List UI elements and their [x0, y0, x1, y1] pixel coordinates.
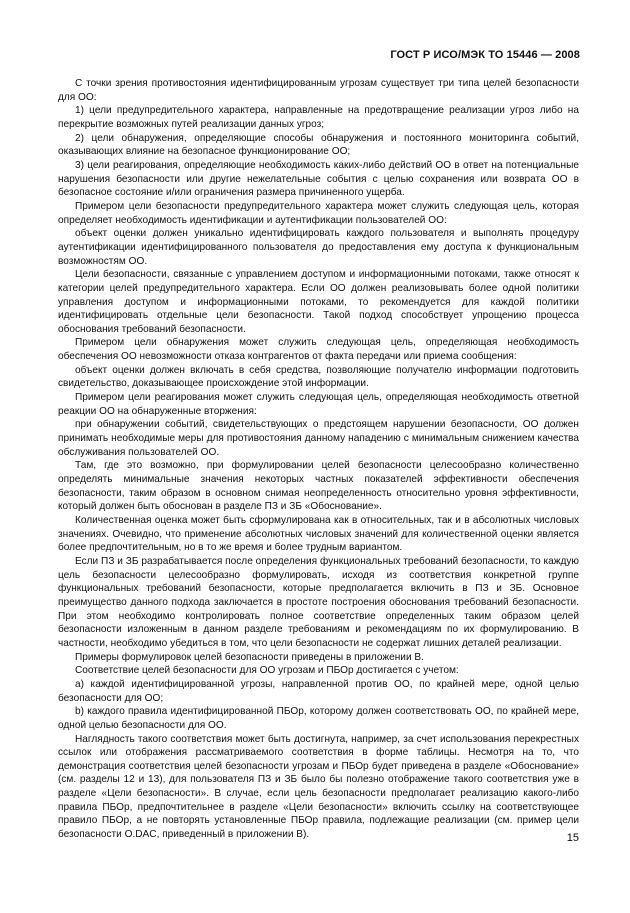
paragraph: 2) цели обнаружения, определяющие способы обнаружения и постоянного мониторинга событий, оказывающих влияние на безопасное функционирование ОО;	[58, 132, 579, 158]
paragraph: b) каждого правила идентифицированной ПБОр, которому должен соответствовать ОО, по крайней мере, одной целью безопасности для ОО.	[58, 706, 579, 731]
paragraph: Цели безопасности, связанные с управлением доступом и информационными потоками, также относят к категории целей предупредительного характера. Если ОО должен реализовывать более одной политики управления доступом и информационными потоками, то рекомендуется для каждой политики идентифицировать отдельные цели безопасности. Такой подход способствует упрощению процесса обоснования требований безопасности.	[58, 269, 579, 335]
standard-header: ГОСТ Р ИСО/МЭК ТО 15446 — 2008	[390, 49, 580, 61]
paragraph: Примеры формулировок целей безопасности приведены в приложении В.	[75, 651, 424, 663]
page-number: 15	[566, 832, 579, 844]
paragraph: Если ПЗ и ЗБ разрабатывается после определения функциональных требований безопасности, то каждую цель безопасности целесообразно формулировать, исходя из соответствия конкретной группе функциональных требований безопасности, которые предполагается включить в ПЗ и ЗБ. Основное преимущество данного подхода заключается в простоте построения обоснования требований безопасности. При этом необходимо контролировать полное соответствие определенных таким образом целей безопасности изложенным в данном разделе требованиям и рекомендациям по их формулированию. В частности, необходимо убедиться в том, что цели безопасности не содержат лишних деталей реализации.	[58, 555, 579, 649]
paragraph: С точки зрения противостояния идентифицированным угрозам существует три типа целей безопасности для ОО:	[58, 78, 579, 103]
paragraph: a) каждой идентифицированной угрозы, направленной против ОО, по крайней мере, одной целью безопасности для ОО;	[58, 678, 579, 704]
paragraph: Соответствие целей безопасности для ОО угрозам и ПБОр достигается с учетом:	[75, 665, 459, 677]
paragraph: при обнаружении событий, свидетельствующих о предстоящем нарушении безопасности, ОО должен принимать необходимые меры для противостояния данному нападению с минимальным снижением качества обслуживания пользователей ОО.	[58, 419, 579, 458]
paragraph: Примером цели обнаружения может служить следующая цель, определяющая необходимость обеспечения ОО невозможности отказа контрагентов от факта передачи или приема сообщения:	[58, 337, 579, 363]
paragraph: 1) цели предупредительного характера, направленные на предотвращение реализации угроз либо на перекрытие возможных путей реализации данных угроз;	[58, 105, 579, 130]
paragraph: Количественная оценка может быть сформулирована как в относительных, так и в абсолютных числовых значениях. Очевидно, что применение абсолютных числовых значений для количественной оценки является более предпочтительным, но в то же время и более трудным вариантом.	[58, 515, 579, 554]
paragraph: объект оценки должен уникально идентифицировать каждого пользователя и выполнять процедуру аутентификации идентифицированного пользователя до предоставления ему доступа к функциональным возможностям ОО.	[58, 228, 579, 267]
paragraph: Примером цели реагирования может служить следующая цель, определяющая необходимость ответной реакции ОО на обнаруженные вторжения:	[58, 392, 579, 417]
paragraph: объект оценки должен включать в себя средства, позволяющие получателю информации подготовить свидетельство, доказывающее происхождение этой информации.	[58, 364, 579, 390]
body-text	[58, 77, 579, 842]
paragraph: Наглядность такого соответствия может быть достигнута, например, за счет использования перекрестных ссылок или отображения рассматриваемого соответствия в форме таблицы. Несмотря на то, что демонстрация соответствия целей безопасности угрозам и ПБОр будет приведена в разделе «Обоснование» (см. разделы 12 и 13), для пользователя ПЗ и ЗБ было бы полезно отображение такого соответствия уже в разделе «Цели безопасности». В случае, если цель безопасности предполагает реализацию какого-либо правила ПБОр, предпочтительнее в разделе «Цели безопасности» включить ссылку на соответствующее правило ПБОр, а не повторять установленные ПБОр правила, подлежащие реализации (см. пример цели безопасности O.DAC, приведенный в приложении В).	[58, 733, 579, 841]
paragraph: Примером цели безопасности предупредительного характера может служить следующая цель, которая определяет необходимость идентификации и аутентификации пользователей ОО:	[58, 200, 579, 226]
paragraph: Там, где это возможно, при формулировании целей безопасности целесообразно количественно определять минимальные значения некоторых частных показателей эффективности обеспечения безопасности, таким образом в основном снимая неопределенность относительно уровня эффективности, который должен быть обоснован в разделе ПЗ и ЗБ «Обоснование».	[58, 460, 579, 513]
paragraph: 3) цели реагирования, определяющие необходимость каких-либо действий ОО в ответ на потенциальные нарушения безопасности или другие нежелательные события с целью сохранения или возврата ОО в безопасное состояние и/или ограничения размера причиненного ущерба.	[58, 159, 579, 199]
